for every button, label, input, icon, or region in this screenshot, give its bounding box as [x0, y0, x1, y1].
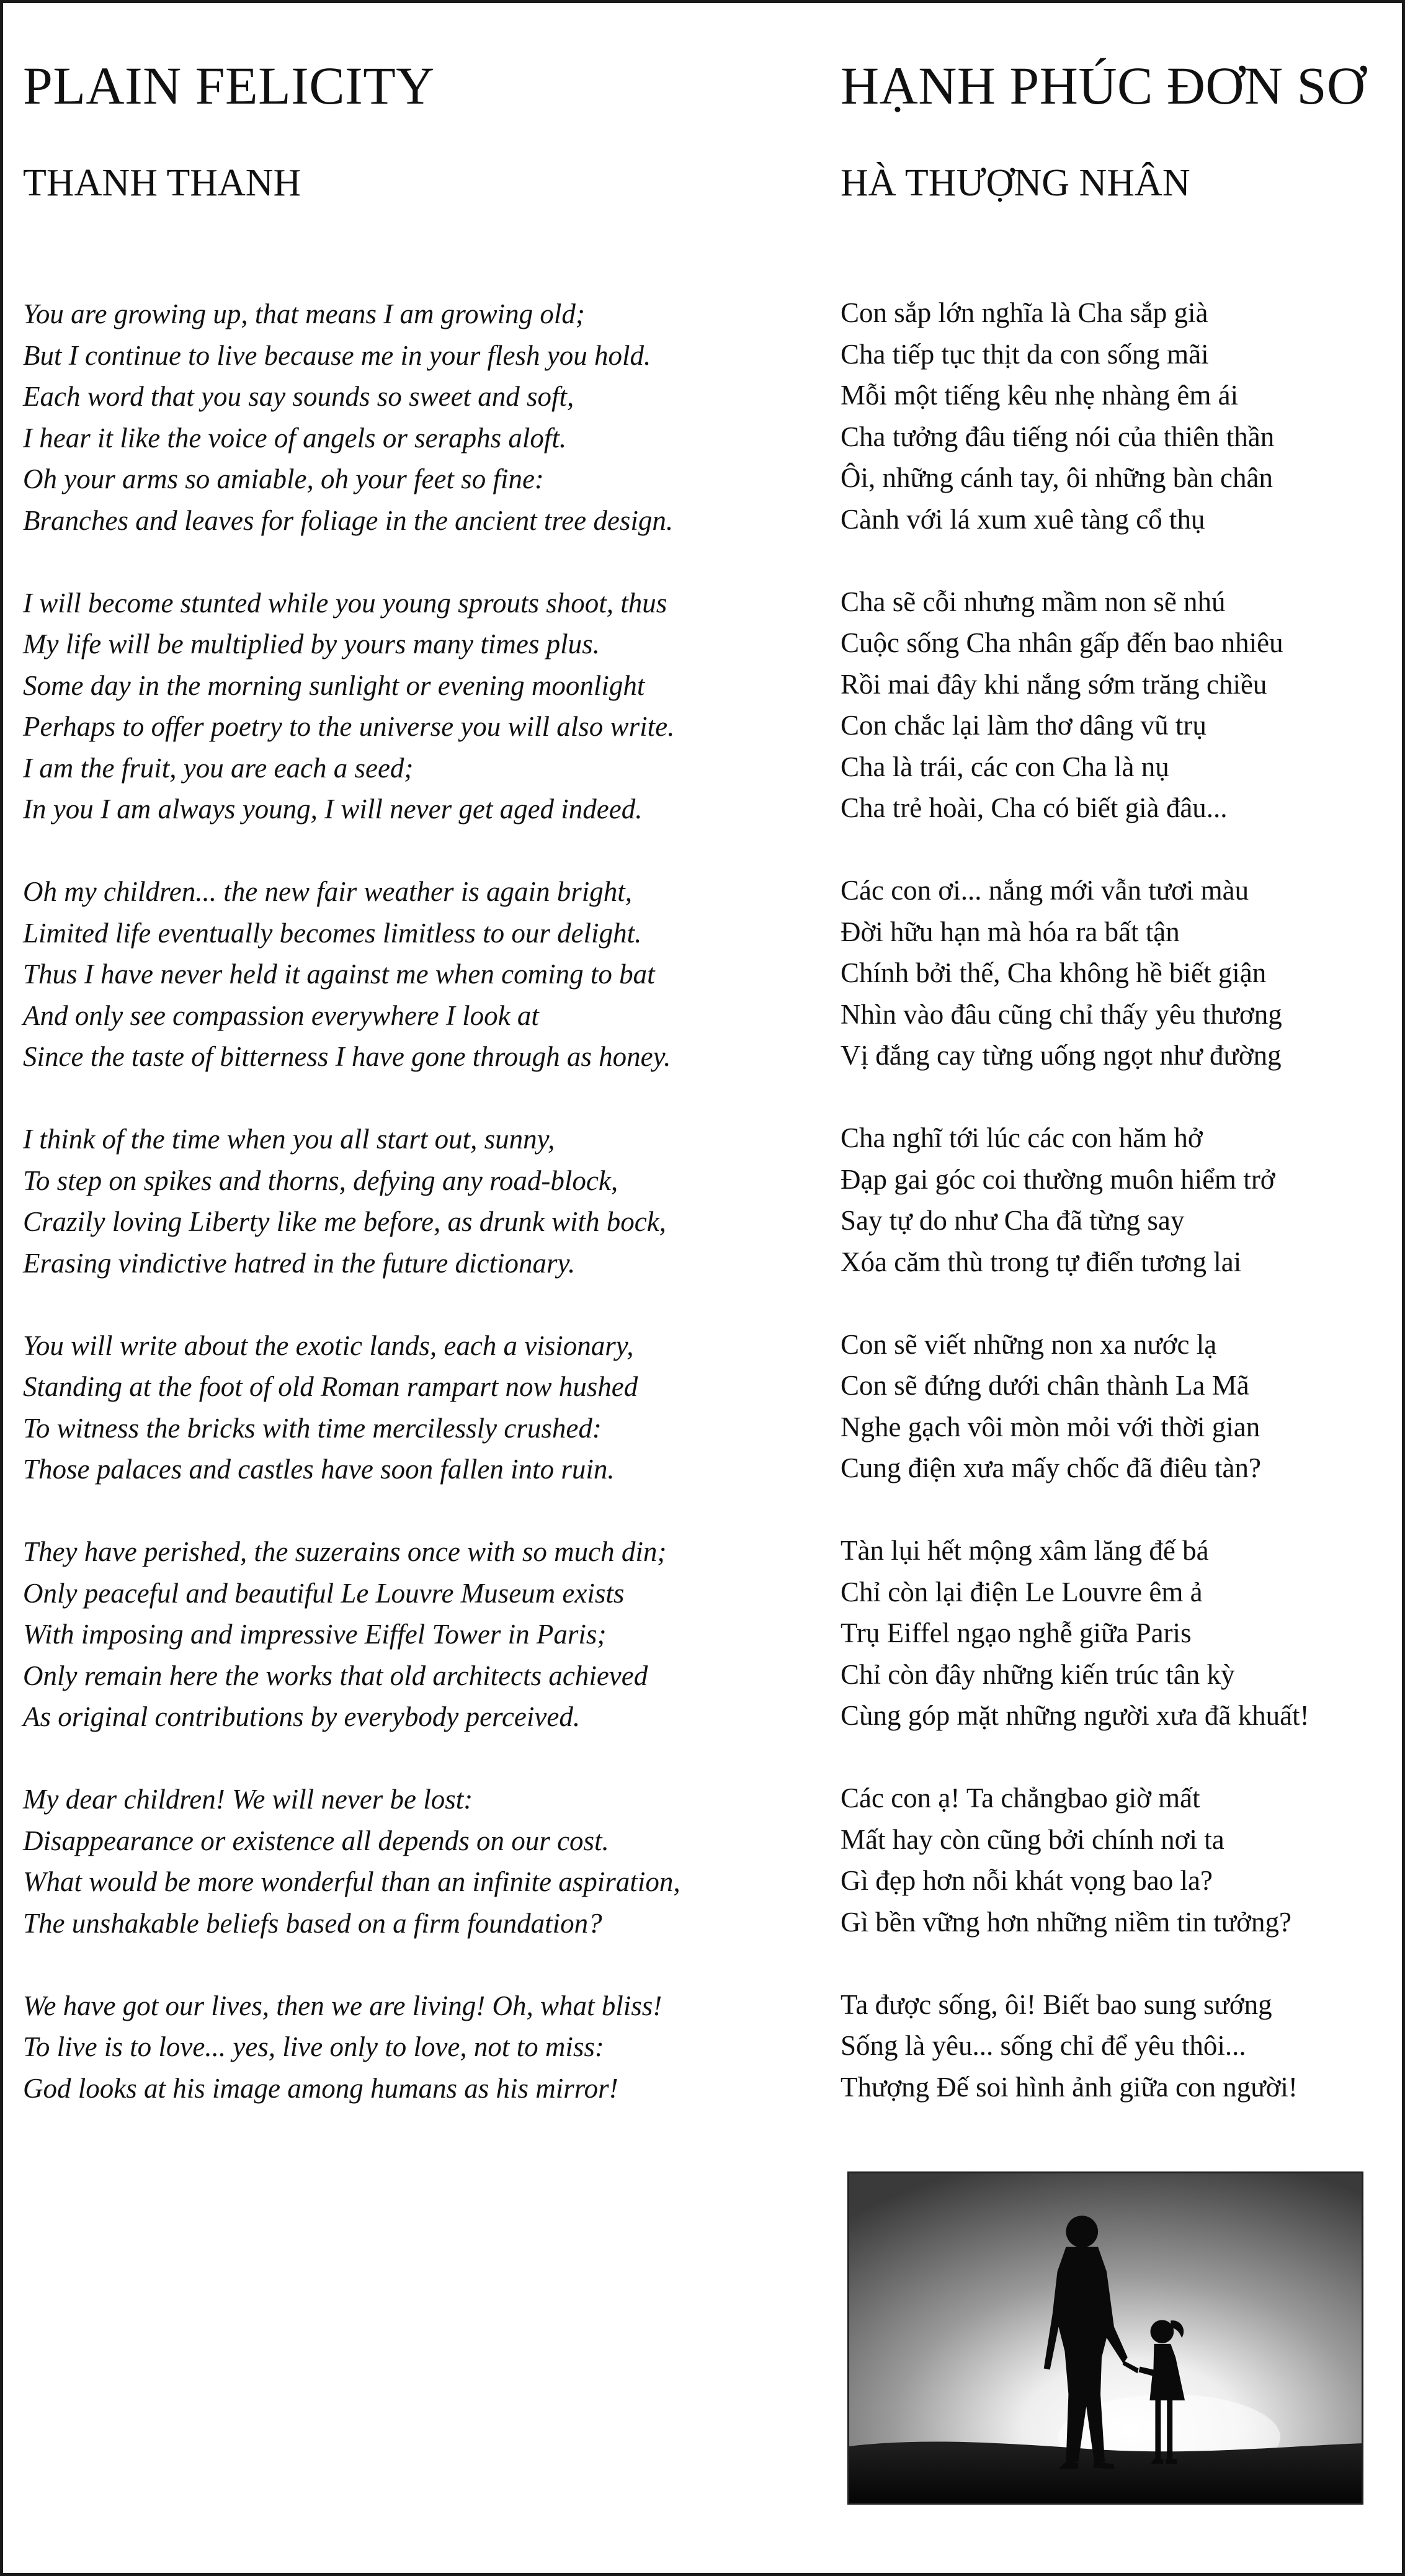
english-poem-line: They have perished, the suzerains once with so much din; [23, 1536, 667, 1567]
vietnamese-stanza [841, 1530, 1399, 1737]
vietnamese-stanza [841, 870, 1399, 1076]
vietnamese-poem-line: Mất hay còn cũng bởi chính nơi ta [841, 1823, 1224, 1855]
vietnamese-poem-line: Cha sẽ cỗi nhưng mầm non sẽ nhú [841, 586, 1226, 617]
english-poem-line: Thus I have never held it against me when coming to bat [23, 959, 655, 990]
vietnamese-poem-line: Vị đắng cay từng uống ngọt như đường [841, 1040, 1282, 1071]
english-poem-line: Disappearance or existence all depends on our cost. [23, 1825, 609, 1856]
vietnamese-title: HẠNH PHÚC ĐƠN SƠ [841, 56, 1366, 115]
english-poem-line: To step on spikes and thorns, defying any road-block, [23, 1165, 618, 1196]
vietnamese-poem-line: Đạp gai góc coi thường muôn hiểm trở [841, 1163, 1275, 1195]
vietnamese-poem-line: Nhìn vào đâu cũng chỉ thấy yêu thương [841, 998, 1282, 1030]
vietnamese-poem-line: Cung điện xưa mấy chốc đã điêu tàn? [841, 1452, 1261, 1483]
english-stanza [23, 1779, 764, 1944]
vietnamese-poem-line: Trụ Eiffel ngạo nghễ giữa Paris [841, 1617, 1192, 1648]
english-poem-body [23, 293, 764, 2150]
vietnamese-poem-line: Cùng góp mặt những người xưa đã khuất! [841, 1700, 1309, 1731]
english-poem-line: The unshakable beliefs based on a firm foundation? [23, 1907, 602, 1939]
vietnamese-stanza [841, 1778, 1399, 1943]
vietnamese-poem-line: Ta được sống, ôi! Biết bao sung sướng [841, 1988, 1272, 2020]
english-poem-line: Branches and leaves for foliage in the ancient tree design. [23, 504, 674, 536]
vietnamese-poem-line: Tàn lụi hết mộng xâm lăng đế bá [841, 1535, 1209, 1566]
english-poem-line: With imposing and impressive Eiffel Tower in Paris; [23, 1619, 607, 1650]
vietnamese-poem-line: Cha nghĩ tới lúc các con hăm hở [841, 1122, 1203, 1153]
english-poem-line: To live is to love... yes, live only to love, not to miss: [23, 2031, 604, 2062]
english-poem-line: I think of the time when you all start out, sunny, [23, 1124, 555, 1155]
english-poem-line: My dear children! We will never be lost: [23, 1784, 473, 1815]
english-poem-line: Those palaces and castles have soon fallen into ruin. [23, 1454, 615, 1485]
english-poem-line: Only peaceful and beautiful Le Louvre Museum exists [23, 1577, 625, 1609]
english-poem-line: Limited life eventually becomes limitless to our delight. [23, 917, 642, 949]
vietnamese-poem-line: Chỉ còn đây những kiến trúc tân kỳ [841, 1658, 1235, 1690]
vietnamese-stanza [841, 292, 1399, 540]
vietnamese-poem-line: Nghe gạch vôi mòn mỏi với thời gian [841, 1411, 1260, 1442]
vietnamese-poem-line: Chỉ còn lại điện Le Louvre êm ả [841, 1576, 1203, 1608]
vietnamese-poem-line: Cuộc sống Cha nhân gấp đến bao nhiêu [841, 627, 1283, 658]
vietnamese-poem-line: Thượng Đế soi hình ảnh giữa con người! [841, 2071, 1298, 2103]
english-poem-line: Standing at the foot of old Roman rampart now hushed [23, 1371, 638, 1402]
english-poem-line: My life will be multiplied by yours many times plus. [23, 628, 600, 660]
english-poem-line: But I continue to live because me in your flesh you hold. [23, 339, 651, 371]
vietnamese-poem-line: Ôi, những cánh tay, ôi những bàn chân [841, 462, 1273, 493]
vietnamese-poem-line: Con sắp lớn nghĩa là Cha sắp già [841, 297, 1208, 328]
father-daughter-silhouette-photo [847, 2171, 1363, 2505]
english-stanza [23, 871, 764, 1078]
vietnamese-poem-line: Các con ơi... nắng mới vẫn tươi màu [841, 875, 1249, 906]
english-stanza [23, 1985, 764, 2109]
english-author: THANH THANH [23, 162, 301, 204]
english-poem-line: As original contributions by everybody perceived. [23, 1701, 581, 1732]
english-poem-line: And only see compassion everywhere I look at [23, 1000, 539, 1031]
vietnamese-poem-line: Các con ạ! Ta chẳngbao giờ mất [841, 1782, 1200, 1813]
vietnamese-poem-line: Cha tiếp tục thịt da con sống mãi [841, 338, 1209, 370]
vietnamese-stanza [841, 1984, 1399, 2108]
english-stanza [23, 1325, 764, 1490]
english-poem-line: You will write about the exotic lands, each a visionary, [23, 1330, 634, 1361]
english-poem-line: To witness the bricks with time mercilessly crushed: [23, 1412, 602, 1444]
vietnamese-poem-line: Con sẽ đứng dưới chân thành La Mã [841, 1370, 1249, 1401]
english-poem-line: You are growing up, that means I am growing old; [23, 298, 585, 329]
vietnamese-poem-line: Chính bởi thế, Cha không hề biết giận [841, 957, 1267, 988]
vietnamese-poem-line: Rồi mai đây khi nắng sớm trăng chiều [841, 668, 1267, 700]
vietnamese-author: HÀ THƯỢNG NHÂN [841, 162, 1190, 204]
english-poem-line: Crazily loving Liberty like me before, as drunk with bock, [23, 1206, 666, 1237]
english-stanza [23, 1119, 764, 1284]
english-poem-line: I hear it like the voice of angels or seraphs aloft. [23, 422, 567, 454]
vietnamese-poem-line: Con sẽ viết những non xa nước lạ [841, 1328, 1217, 1360]
english-stanza [23, 293, 764, 541]
english-poem-line: God looks at his image among humans as his mirror! [23, 2072, 618, 2104]
vietnamese-poem-line: Đời hữu hạn mà hóa ra bất tận [841, 916, 1180, 947]
english-title: PLAIN FELICITY [23, 56, 435, 115]
english-stanza [23, 1531, 764, 1738]
vietnamese-poem-line: Gì đẹp hơn nỗi khát vọng bao la? [841, 1865, 1213, 1896]
vietnamese-stanza [841, 1324, 1399, 1489]
vietnamese-poem-line: Xóa căm thù trong tự điển tương lai [841, 1246, 1242, 1277]
vietnamese-poem-body [841, 292, 1399, 2149]
english-poem-line: I will become stunted while you young sprouts shoot, thus [23, 587, 667, 619]
english-poem-line: Oh my children... the new fair weather is again bright, [23, 876, 633, 907]
english-poem-line: Some day in the morning sunlight or evening moonlight [23, 669, 645, 701]
english-poem-line: Each word that you say sounds so sweet and soft, [23, 381, 574, 412]
vietnamese-poem-line: Cành với lá xum xuê tàng cổ thụ [841, 503, 1205, 535]
english-poem-line: Perhaps to offer poetry to the universe you will also write. [23, 711, 675, 742]
english-poem-line: Oh your arms so amiable, oh your feet so fine: [23, 463, 544, 494]
vietnamese-stanza [841, 581, 1399, 829]
english-poem-line: Only remain here the works that old architects achieved [23, 1660, 648, 1691]
vietnamese-stanza [841, 1117, 1399, 1282]
vietnamese-poem-line: Gì bền vững hơn những niềm tin tưởng? [841, 1906, 1291, 1938]
vietnamese-poem-line: Con chắc lại làm thơ dâng vũ trụ [841, 710, 1207, 741]
english-stanza [23, 583, 764, 830]
silhouette-image [849, 2173, 1362, 2503]
english-poem-line: Since the taste of bitterness I have gone through as honey. [23, 1041, 671, 1072]
english-poem-line: We have got our lives, then we are living! Oh, what bliss! [23, 1990, 662, 2021]
english-poem-line: What would be more wonderful than an infinite aspiration, [23, 1866, 680, 1897]
english-poem-line: In you I am always young, I will never get aged indeed. [23, 794, 643, 825]
english-poem-line: Erasing vindictive hatred in the future dictionary. [23, 1247, 576, 1279]
vietnamese-poem-line: Cha trẻ hoài, Cha có biết già đâu... [841, 792, 1228, 823]
vietnamese-poem-line: Say tự do như Cha đã từng say [841, 1205, 1185, 1236]
vietnamese-poem-line: Sống là yêu... sống chỉ để yêu thôi... [841, 2030, 1246, 2061]
vietnamese-poem-line: Cha là trái, các con Cha là nụ [841, 751, 1169, 782]
vietnamese-poem-line: Cha tưởng đâu tiếng nói của thiên thần [841, 421, 1275, 452]
vietnamese-poem-line: Mỗi một tiếng kêu nhẹ nhàng êm ái [841, 380, 1239, 411]
english-poem-line: I am the fruit, you are each a seed; [23, 752, 414, 784]
